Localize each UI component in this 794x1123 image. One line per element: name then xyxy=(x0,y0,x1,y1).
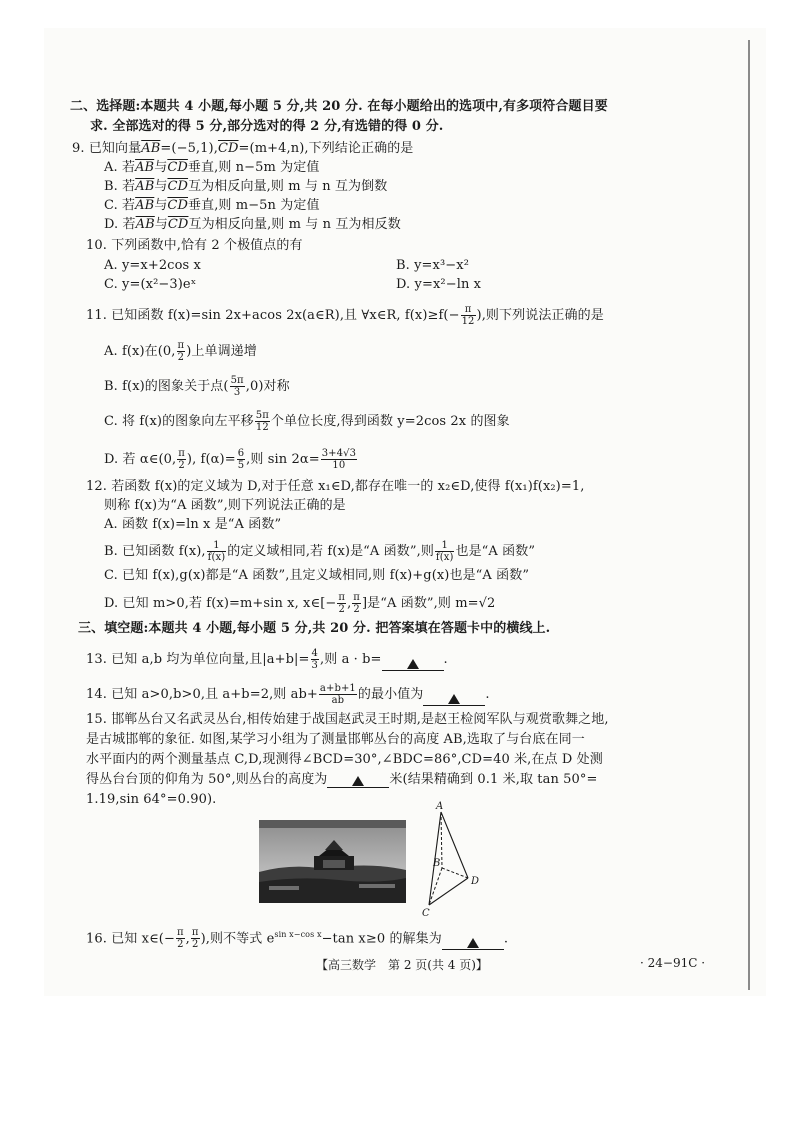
q15-answer-blank[interactable] xyxy=(327,773,389,788)
q9-stem xyxy=(72,140,413,157)
fraction-4-3 xyxy=(311,648,319,671)
q12-b-mid: 的定义域相同,若 f(x)是“A 函数”,则 xyxy=(227,544,434,559)
frac-den: 2 xyxy=(192,939,199,951)
q12-option-b xyxy=(104,540,535,563)
section3-title: 三、填空题:本题共 4 小题,每小题 5 分,共 20 分. 把答案填在答题卡中的横线上. xyxy=(78,621,551,636)
page-edge-shadow xyxy=(748,40,750,990)
q11-option-c xyxy=(104,410,510,433)
q9-c-post: 垂直,则 m−5n 为定值 xyxy=(188,198,320,213)
vector-ab: $\overline{AB}$ xyxy=(135,179,155,194)
q9-a-pre: A. 若 xyxy=(104,160,136,175)
q12-option-c: C. 已知 f(x),g(x)都是“A 函数”,且定义域相同,则 f(x)+g(x)也是“A 函数” xyxy=(104,568,530,583)
frac-num: 5π xyxy=(230,375,244,386)
q16-exponent: sin x−cos x xyxy=(274,930,322,939)
frac-den: 10 xyxy=(332,460,346,471)
q12-d-post: ]是“A 函数”,则 m=√2 xyxy=(361,596,496,611)
q15-line3: 水平面内的两个测量基点 C,D,现测得∠BCD=30°,∠BDC=86°,CD=40 米,在点 D 处测 xyxy=(86,752,603,767)
q10-option-b: B. y=x³−x² xyxy=(396,258,470,273)
q14-pre: 14. 已知 a>0,b>0,且 a+b=2,则 ab+ xyxy=(86,687,318,702)
q10-stem: 10. 下列函数中,恰有 2 个极值点的有 xyxy=(86,238,303,253)
q11-d-mid: ), f(α)= xyxy=(186,452,236,467)
page-footer-center: 【高三数学 第 2 页(共 4 页)】 xyxy=(316,958,488,972)
frac-den: 2 xyxy=(338,604,345,615)
q16-answer-blank[interactable] xyxy=(442,935,504,950)
q15-l4-pre: 得丛台台顶的仰角为 50°,则丛台的高度为 xyxy=(86,772,328,787)
frac-den: 3 xyxy=(311,660,318,671)
frac-den: 2 xyxy=(353,604,360,615)
triangle-marker-icon xyxy=(467,938,479,948)
q11-option-a xyxy=(104,340,257,363)
q9-option-c xyxy=(104,197,320,214)
edge-ad xyxy=(441,812,468,878)
vector-cd: $\overline{CD}$ xyxy=(217,141,239,156)
frac-den: 2 xyxy=(177,352,185,363)
edge-ab xyxy=(441,812,442,868)
triangle-marker-icon xyxy=(407,659,419,669)
q9-option-b xyxy=(104,178,387,195)
label-a: A xyxy=(436,801,444,812)
q11-a-pre: A. f(x)在(0, xyxy=(104,344,176,359)
frac-den: 2 xyxy=(178,460,185,471)
q16-post: −tan x≥0 的解集为 xyxy=(321,931,442,947)
q12-line2: 则称 f(x)为“A 函数”,则下列说法正确的是 xyxy=(104,498,346,513)
q9-c-pre: C. 若 xyxy=(104,198,136,213)
frac-num: 6 xyxy=(237,448,245,459)
q11-b-post: ,0)对称 xyxy=(245,379,290,394)
fraction-pi-2 xyxy=(177,340,186,363)
frac-den: f(x) xyxy=(435,552,454,563)
q14 xyxy=(86,683,490,706)
q12-option-a: A. 函数 f(x)=ln x 是“A 函数” xyxy=(104,517,282,532)
q10-option-a: A. y=x+2cos x xyxy=(104,258,201,273)
frac-num: 1 xyxy=(207,540,227,552)
q12-line1: 12. 若函数 f(x)的定义域为 D,对于任意 x₁∈D,都存在唯一的 x₂∈D,使得 f(x₁)f(x₂)=1, xyxy=(86,479,585,494)
frac-num: π xyxy=(191,927,199,939)
label-c: C xyxy=(422,908,430,919)
q9-d-post: 互为相反向量,则 m 与 n 互为相反数 xyxy=(188,217,401,232)
q11-option-d xyxy=(104,448,358,471)
frac-den: f(x) xyxy=(207,552,226,563)
q14-answer-blank[interactable] xyxy=(423,691,485,706)
q9-stem-end: =(m+4,n),下列结论正确的是 xyxy=(238,141,414,156)
q15-l4-post: 米(结果精确到 0.1 米,取 tan 50°= xyxy=(389,772,598,787)
congtai-photo-svg xyxy=(259,820,406,903)
frac-num: 3+4√3 xyxy=(321,448,357,459)
fraction-1-fx xyxy=(435,540,455,563)
fraction-5pi-3 xyxy=(230,375,245,398)
q13-pre: 13. 已知 a,b 均为单位向量,且|a+b|= xyxy=(86,652,310,667)
q12-b-pre: B. 已知函数 f(x), xyxy=(104,544,206,559)
vector-ab: $\overline{AB}$ xyxy=(141,141,161,156)
section2-title: 二、选择题:本题共 4 小题,每小题 5 分,共 20 分. 在每小题给出的选项中,有多项符合题目要 xyxy=(70,99,608,114)
frac-den: 2 xyxy=(177,939,184,951)
q12-d-mid: , xyxy=(347,596,352,611)
fraction-6-5 xyxy=(237,448,245,471)
q11-c-post: 个单位长度,得到函数 y=2cos 2x 的图象 xyxy=(270,414,510,429)
vector-cd: $\overline{CD}$ xyxy=(167,160,188,175)
frac-num: π xyxy=(178,448,185,459)
page-footer-code: · 24−91C · xyxy=(640,956,706,970)
frac-den: 3 xyxy=(233,387,241,398)
frac-den: 12 xyxy=(255,422,269,433)
q11-d-mid2: ,则 sin 2α= xyxy=(246,452,320,467)
q13-answer-blank[interactable] xyxy=(382,656,444,671)
triangle-marker-icon xyxy=(448,694,460,704)
q9-option-d xyxy=(104,216,401,233)
q9-a-post: 垂直,则 n−5m 为定值 xyxy=(187,160,320,175)
fraction-pi-2 xyxy=(191,927,200,950)
q11-stem-post: ),则下列说法正确的是 xyxy=(476,308,604,323)
frac-num: π xyxy=(176,927,184,939)
congtai-photo xyxy=(259,820,406,903)
q11-stem-pre: 11. 已知函数 f(x)=sin 2x+acos 2x(a∈R),且 ∀x∈R, f(x)≥f(− xyxy=(86,308,460,323)
q13 xyxy=(86,648,448,671)
with-text: 与 xyxy=(154,160,168,175)
vector-cd: $\overline{CD}$ xyxy=(167,198,188,213)
with-text: 与 xyxy=(154,217,168,232)
fraction-pi-2 xyxy=(176,927,185,950)
fraction-1-fx xyxy=(207,540,227,563)
q13-mid: ,则 a · b= xyxy=(320,652,382,667)
fraction-pi-12 xyxy=(461,304,476,327)
frac-num: a+b+1 xyxy=(319,683,356,694)
frac-num: π xyxy=(461,304,476,316)
q16-pre: 16. 已知 x∈(− xyxy=(86,931,175,947)
q11-c-pre: C. 将 f(x)的图象向左平移 xyxy=(104,414,254,429)
q9-stem-prefix: 9. 已知向量 xyxy=(72,141,142,156)
frac-num: π xyxy=(177,340,185,351)
q14-post: 的最小值为 xyxy=(357,687,424,702)
q14-end: . xyxy=(485,687,490,702)
triangle-marker-icon xyxy=(352,776,364,786)
q15-line5: 1.19,sin 64°=0.90). xyxy=(86,792,217,807)
frac-num: π xyxy=(338,592,346,603)
q11-d-pre: D. 若 α∈(0, xyxy=(104,452,177,467)
vector-ab: $\overline{AB}$ xyxy=(135,217,155,232)
frac-num: π xyxy=(353,592,360,603)
q15-line2: 是古城邯郸的象征. 如图,某学习小组为了测量邯郸丛台的高度 AB,选取了与台底在同一 xyxy=(86,732,585,747)
with-text: 与 xyxy=(154,198,168,213)
q11-b-pre: B. f(x)的图象关于点( xyxy=(104,379,229,394)
frac-num: 4 xyxy=(311,648,318,659)
q11-option-b xyxy=(104,375,290,398)
edge-cd xyxy=(429,878,468,905)
q10-option-c: C. y=(x²−3)eˣ xyxy=(104,277,197,292)
q12-d-pre: D. 已知 m>0,若 f(x)=m+sin x, x∈[− xyxy=(104,596,337,611)
vector-cd: $\overline{CD}$ xyxy=(167,179,189,194)
section2-title-cont: 求. 全部选对的得 5 分,部分选对的得 2 分,有选错的得 0 分. xyxy=(90,119,444,134)
q9-b-post: 互为相反向量,则 m 与 n 互为倒数 xyxy=(188,179,388,194)
q15-line1: 15. 邯郸丛台又名武灵丛台,相传始建于战国赵武灵王时期,是赵王检阅军队与观赏歌舞之地, xyxy=(86,712,609,727)
q9-option-a xyxy=(104,159,319,176)
vector-ab: $\overline{AB}$ xyxy=(135,160,155,175)
q9-d-pre: D. 若 xyxy=(104,217,136,232)
fraction-pi-2 xyxy=(352,592,361,615)
fraction-pi-2 xyxy=(177,448,186,471)
tetrahedron-figure xyxy=(420,800,490,920)
q10-option-d: D. y=x²−ln x xyxy=(396,277,482,292)
q11-stem xyxy=(86,304,604,327)
fraction-5pi-12 xyxy=(255,410,270,433)
q15-line4 xyxy=(86,771,598,788)
fraction-sin2a xyxy=(321,448,357,471)
vector-cd: $\overline{CD}$ xyxy=(167,217,189,232)
q13-post: . xyxy=(443,652,448,667)
label-b: B xyxy=(433,858,441,869)
q11-a-post: )上单调递增 xyxy=(186,344,257,359)
frac-den: 12 xyxy=(461,316,475,327)
vector-ab: $\overline{AB}$ xyxy=(135,198,155,213)
frac-num: 1 xyxy=(435,540,455,552)
q12-b-post: 也是“A 函数” xyxy=(455,544,536,559)
q12-option-d xyxy=(104,592,495,615)
q16-mid: , xyxy=(185,931,190,947)
q16-end: . xyxy=(503,931,509,947)
fraction-pi-2 xyxy=(337,592,346,615)
label-d: D xyxy=(471,876,480,887)
q9-stem-mid: =(−5,1), xyxy=(160,141,218,156)
fraction-q14 xyxy=(319,683,357,706)
q16 xyxy=(86,926,508,950)
frac-den: ab xyxy=(331,695,345,706)
q9-b-pre: B. 若 xyxy=(104,179,136,194)
q16-mid2: ),则不等式 e xyxy=(200,931,275,947)
with-text: 与 xyxy=(154,179,168,194)
frac-den: 5 xyxy=(237,460,245,471)
frac-num: 5π xyxy=(255,410,269,421)
